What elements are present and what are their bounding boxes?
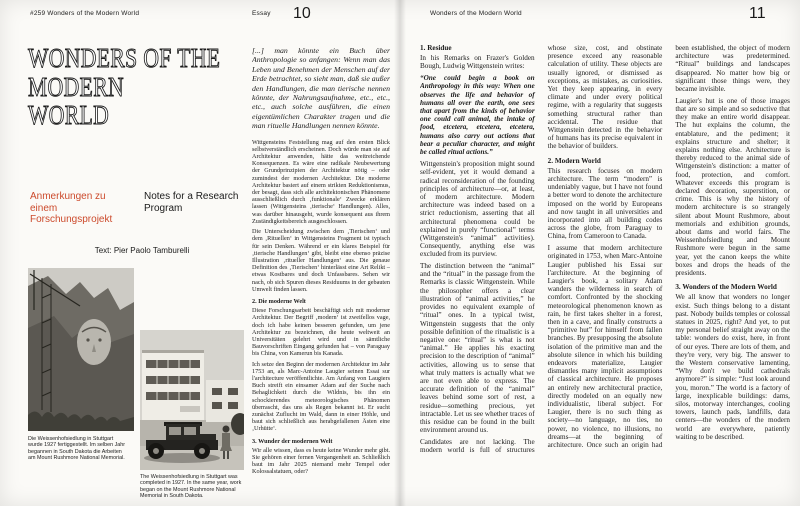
- section-heading-en: 1. Residue: [420, 44, 452, 52]
- rushmore-photo: [28, 268, 134, 431]
- paragraph-de: Ich setze den Beginn der modernen Architektur im Jahr 1753 an, als Marc-Antoine Laugier seinen Essai sur l'architecture veröffentlichte. Am Anfang von Laugiers Buch streift ein einsamer Adam auf der Suche nach Behaglichkeit durch die Wildnis, bis ihn ein schockierendes meteorologisches Phänomen überrascht, das uns als Regen bekannt ist. Er sucht zunächst Zuflucht im Wald, dann in einer Höhle, und baut sich schließlich aus herabgefallenen Ästen eine ‚Urhütte‘.: [252, 360, 390, 433]
- rushmore-photo-illustration: [28, 268, 134, 431]
- byline: Text: Pier Paolo Tamburelli: [94, 246, 190, 255]
- title-line-1: WONDERS OF THE: [28, 43, 221, 73]
- title-line-2: MODERN: [28, 71, 125, 102]
- carved-face: [77, 319, 111, 365]
- paragraph-de: Die Unterscheidung zwischen dem ‚Tierischen‘ und dem ‚Rituellen‘ in Wittgensteins Fragment ist typisch für sein Denken. Während er ein klares Beispiel für ‚tierische Handlungen‘ gibt, bleibt eine ebenso präzise Illustration ‚ritueller Handlungen‘ aus. Die genaue Definition des ‚Tierischen‘ hinterlässt eine Art Relikt – etwas Kostbares und doch Unfassbares. Sehen wir nach, ob sich Spuren dieses Residuums in der gebauten Umwelt finden lassen.: [252, 228, 390, 293]
- building-facade: [142, 350, 204, 420]
- page-number-right: 11: [749, 5, 766, 22]
- section-heading-de: 2. Die moderne Welt: [252, 297, 306, 305]
- section-label: Essay: [252, 10, 271, 17]
- title-line-3: WORLD: [28, 100, 110, 130]
- page-gutter: [394, 0, 406, 506]
- english-text-columns: [420, 44, 790, 492]
- paragraph-de: Wittgensteins Feststellung mag auf den ersten Blick selbstverständlich erscheinen. Doch würde man sie auf Architektur anwenden, hätte das weitreichende Konsequenzen. Es wäre eine radikale Neubewertung der Grundprinzipien der Architektur nötig – oder zumindest der modernen Architektur. Die moderne Architektur basiert auf einem strikten Reduktionismus, der besagt, dass sich alle architektonischen Phänomene ausschließlich durch ‚funktionale‘ Zwecke erklären lassen (Wittgensteins ‚tierische‘ Handlungen). Alles, was darüber hinausgeht, wurde konsequent aus ihrem Zuständigkeitsbereich ausgeschlossen.: [252, 138, 390, 225]
- weissenhof-photo: [140, 330, 244, 470]
- weissenhof-photo-illustration: [140, 330, 244, 470]
- paragraph-de: Diese Forschungsarbeit beschäftigt sich mit moderner Architektur. Der Begriff ‚modern‘ ist zweifellos vage, doch ich habe keinen besseren gefunden, um jene Architektur zu bezeichnen, die heute weltweit an Universitäten gelehrt wird und in sämtliche Bauvorschriften Eingang gefunden hat – von Paraguay bis China, von Kamerun bis Kanada.: [252, 307, 390, 358]
- paragraph-en: Candidates are not lacking. The modern world is full of structures whose size, cost, and obstinate presence exceed any reasonable calculation of utility. These objects are usually ignored, or dismissed as exceptions, as mistakes, as curiosities. Yet they keep appearing, in every climate and under every political regime, with a regularity that suggests something structural rather than accidental. The residue that Wittgenstein detected in the behavior of humans has its precise equivalent in the behavior of builders.: [420, 44, 663, 455]
- section-heading-en: 2. Modern World: [547, 156, 601, 165]
- opening-quote-german: [...] man könnte ein Buch über Anthropologie so anfangen: Wenn man das Leben und Benehmen der Menschen auf der Erde betrachtet, so sieht man, daß sie außer den Handlungen, die man tierische nennen könnte, der Nahrungsaufnahme, etc., etc., etc., auch solche ausführen, die einen eigentümlichen Charakter tragen und die man rituelle Handlungen nennen könnte.: [252, 46, 390, 131]
- issue-label: #259 Wonders of the Modern World: [30, 10, 140, 17]
- paragraph-en: We all know that wonders no longer exist. Such things belong to a distant past. Nobody builds temples or colossal statues in 2025, right? And yet, to put my personal belief straight away on the table: wonders do exist, here, in front of our eyes. There are lots of them, and they're very, very big. The answer to the Western conservative lamenting, “Why don't we build cathedrals anymore?” is simple: “Just look around you, moron.” The world is a factory of large, inexplicable buildings: dams, silos, motorway interchanges, cooling towers, launch pads, landfills, data centers—the wonders of the modern world are everywhere, patiently waiting to be described.: [675, 293, 790, 441]
- german-text-column: [252, 46, 390, 474]
- caption-german: Die Weissenhofsiedlung in Stuttgart wurde 1927 fertiggestellt. Im selben Jahr begannen in South Dakota die Arbeiten am Mount Rushmore National Memorial.: [28, 436, 126, 462]
- article-title: [28, 44, 220, 130]
- paragraph-en: The distinction between the “animal” and the “ritual” in the passage from the Remarks is classic Wittgenstein. While the philosopher offers a clear illustration of “animal activities,” he provides no equivalent example of “ritual” ones. In a typical twist, Wittgenstein suggests that the only possible definition of the ritualistic is a negative one: “ritual” is what is not “animal.” He applies his exacting precision to the description of “animal” activities, allowing us to sense that what truly matters is actually what we are not even able to express. The accurate definition of the “animal” leaves behind some sort of rest, a residue—something precious, yet intractable. Let us see whether traces of this residue can be found in the built environment around us.: [420, 262, 535, 435]
- page-number-left: 10: [293, 5, 311, 22]
- running-title: Wonders of the Modern World: [430, 10, 522, 17]
- paragraph-en: Wittgenstein's proposition might sound self-evident, yet it would demand a radical reconsideration of the founding principles of architecture—or, at least, of modern architecture. Modern architecture was indeed based on a strict reductionism, asserting that all architectural phenomena could be explained in purely “functional” terms (Wittgenstein's “animal” activities). Consequently, anything else was excluded from its purview.: [420, 160, 535, 259]
- paragraph-en: This research focuses on modern architecture. The term “modern” is undeniably vague, but I have not found a better word to denote the architecture imposed on the world by Europeans and now taught in all universities and incorporated into all building codes across the globe, from Paraguay to China, from Cameroon to Canada.: [547, 166, 663, 241]
- subtitle-german: Anmerkungen zu einem Forschungsprojekt: [30, 191, 113, 225]
- paragraph-en: I assume that modern architecture originated in 1753, when Marc-Antoine Laugier published his Essai sur l'architecture. At the beginning of Laugier's book, a solitary Adam wanders the wilderness in search of comfort. Confronted by the shocking meteorological phenomenon known as rain, he first takes shelter in a forest, then in a cave, and finally constructs a “primitive hut” for himself from fallen branches. By presupposing the absolute isolation of the primitive man and the absolute silence in which his building endeavors materialize, Laugier dismantles many implicit assumptions of classical architecture. He proposes an entirely new architectural practice, directly modeled on an equally new individualistic, liberal subject. For Laugier, there is no such thing as society—no language, no ties, no power, no violence, no illusions, no dreams—at the beginning of architecture. Once such an origin had been established, the object of modern architecture was predetermined. “Ritual” buildings and landscapes disappeared. No matter how big or significant those things were, they became invisible.: [547, 44, 790, 450]
- paragraph-de: Wir alle wissen, dass es heute keine Wunder mehr gibt. Sie gehören einer fernen Vergangenheit an. Schließlich baut im Jahr 2025 niemand mehr Tempel oder Kolossalstatuen, oder?: [252, 446, 390, 474]
- paragraph-en: In his Remarks on Frazer's Golden Bough, Ludwig Wittgenstein writes:: [420, 54, 535, 71]
- subtitle-english: Notes for a Research Program: [144, 191, 239, 214]
- caption-english: The Weissenhofsiedlung in Stuttgart was completed in 1927. In the same year, work began on the Mount Rushmore National Memorial in South Dakota.: [140, 474, 242, 500]
- section-heading-en: 3. Wonders of the Modern World: [675, 283, 777, 292]
- opening-quote-english: “One could begin a book on Anthropology in this way: When one observes the life and behavior of humans all over the earth, one sees that apart from the kinds of behavior one could call animal, the intake of food, etcetera, etcetera, etcetera, humans also carry out actions that bear a peculiar character, and might be called ritual actions.”: [420, 74, 535, 156]
- paragraph-en: Laugier's hut is one of those images that are so simple and so seductive that they make an entire world disappear. The hut explains the column, the entablature, and the pediment; it explains structure and shelter; it explains nothing else. Architecture is thereby reduced to the animal side of Wittgenstein's distinction: a matter of food, protection, and comfort. Whatever exceeds this program is declared decoration, superstition, or crime. This is why the history of modern architecture is so strangely silent about Mount Rushmore, about memorials and exhibition grounds, about dams and world fairs. The Weissenhofsiedlung and Mount Rushmore were begun in the same year, yet the canon keeps the white boxes and drops the heads of the presidents.: [675, 96, 790, 277]
- section-heading-de: 3. Wunder der modernen Welt: [252, 437, 333, 445]
